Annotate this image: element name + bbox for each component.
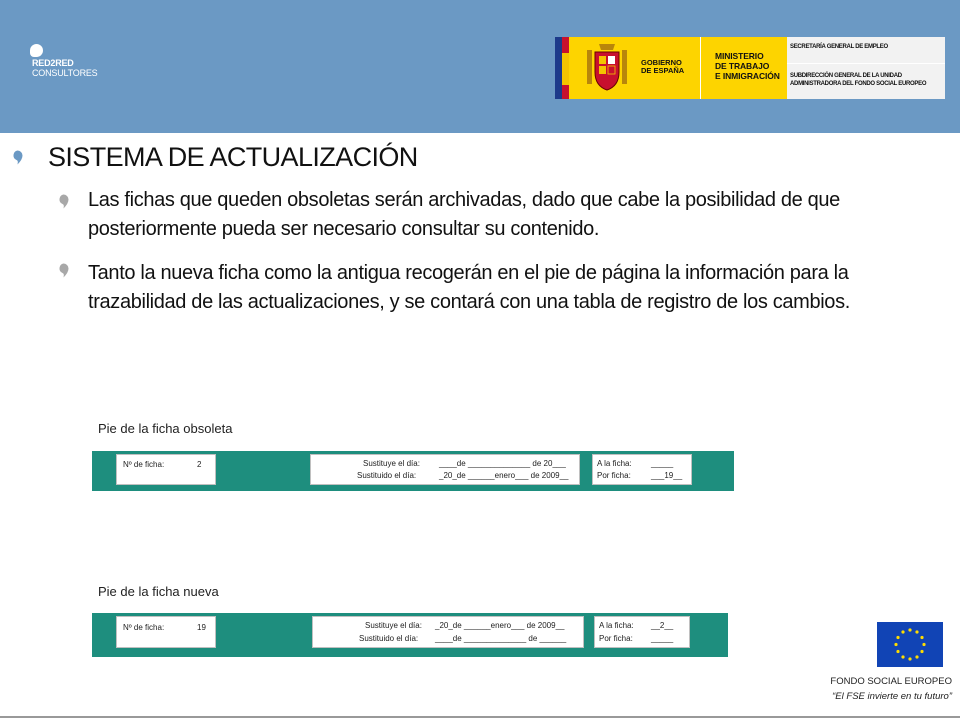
bullet-text: Las fichas que queden obsoletas serán archivadas, dado que cabe la posibilidad de que posteriormente pueda ser necesario consultar su contenido. bbox=[88, 189, 840, 240]
substitution-dates-box: Sustituye el día: ____de ______________ de 20___ Sustituido el día: _20_de ______enero___ de 2009__ bbox=[310, 454, 580, 485]
obsolete-footer-image bbox=[92, 451, 734, 491]
gobierno-label: GOBIERNO DE ESPAÑA bbox=[641, 58, 685, 75]
ficha-reference-box: A la ficha: _____ Por ficha: ___19__ bbox=[592, 454, 692, 485]
logo-subname: CONSULTORES bbox=[32, 68, 98, 78]
title-bullet-icon bbox=[12, 150, 23, 165]
bullet-icon bbox=[58, 194, 69, 209]
subdireccion-label: SUBDIRECCIÓN GENERAL DE LA UNIDAD ADMINISTRADORA DEL FONDO SOCIAL EUROPEO bbox=[790, 73, 927, 87]
obsolete-footer-caption: Pie de la ficha obsoleta bbox=[98, 421, 233, 436]
ficha-number-box: Nº de ficha: 19 bbox=[116, 616, 216, 648]
subdireccion-box bbox=[787, 37, 945, 99]
header-banner bbox=[0, 0, 960, 133]
bottom-divider bbox=[0, 716, 960, 718]
new-footer-image bbox=[92, 613, 728, 657]
ficha-number-box: Nº de ficha: 2 bbox=[116, 454, 216, 485]
ficha-reference-box: A la ficha: __2__ Por ficha: _____ bbox=[594, 616, 690, 648]
gobierno-box bbox=[569, 37, 787, 99]
fse-label: FONDO SOCIAL EUROPEO bbox=[830, 676, 952, 687]
coat-of-arms-icon bbox=[585, 42, 629, 92]
ministerio-label: MINISTERIO DE TRABAJO E INMIGRACIÓN bbox=[715, 51, 780, 81]
substitution-dates-box: Sustituye el día: _20_de ______enero___ de 2009__ Sustituido el día: ____de ______________ de ______ bbox=[312, 616, 584, 648]
bullet-icon bbox=[58, 263, 69, 278]
slide-title: SISTEMA DE ACTUALIZACIÓN bbox=[48, 142, 418, 172]
ministry-logo bbox=[555, 37, 945, 99]
eu-spain-flag-bar bbox=[555, 37, 569, 99]
secretaria-label: SECRETARÍA GENERAL DE EMPLEO bbox=[790, 44, 888, 50]
fse-slogan: “El FSE invierte en tu futuro” bbox=[832, 691, 952, 702]
logo-name: RED2RED bbox=[32, 58, 74, 68]
bullet-text: Tanto la nueva ficha como la antigua recogerán en el pie de página la información para la trazabilidad de las actualizaciones, y se contará con una tabla de registro de los cambios. bbox=[88, 262, 850, 313]
eu-flag-icon bbox=[877, 622, 943, 667]
speech-bubble-icon bbox=[30, 44, 43, 57]
new-footer-caption: Pie de la ficha nueva bbox=[98, 584, 219, 599]
